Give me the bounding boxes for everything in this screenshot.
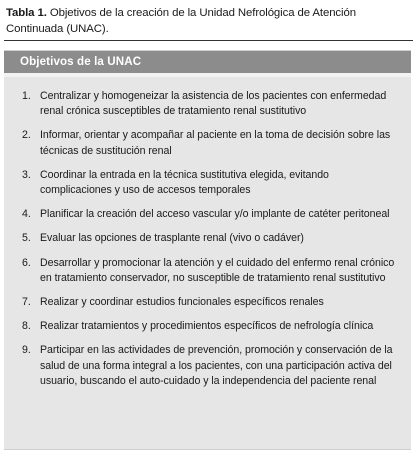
list-item (4, 89, 411, 119)
objective-text: Desarrollar y promocionar la atención y el cuidado del enfermo renal crónico en tratamiento conservador, no susceptible de tratamiento renal sustitutivo (40, 256, 395, 284)
list-item (4, 319, 411, 334)
table-header (4, 51, 411, 73)
objective-number: 1. (22, 90, 31, 102)
caption-text: Objetivos de la creación de la Unidad Nefrológica de Atención Continuada (UNAC). (6, 7, 356, 35)
list-item (4, 168, 411, 198)
objective-list (4, 89, 411, 398)
objective-text: Realizar y coordinar estudios funcionales específicos renales (40, 296, 324, 309)
objective-text: Centralizar y homogeneizar la asistencia de los pacientes con enfermedad renal crónica susceptibles de tratamiento renal sustitutivo (40, 90, 387, 118)
objective-number: 2. (22, 129, 31, 142)
list-item (4, 128, 411, 158)
caption-divider (4, 40, 413, 41)
objective-text: Realizar tratamientos y procedimientos específicos de nefrología clínica (40, 320, 374, 333)
list-item (4, 295, 411, 310)
list-item (4, 231, 411, 246)
objective-text: Coordinar la entrada en la técnica sustitutiva elegida, evitando complicaciones y uso de accesos temporales (40, 168, 329, 197)
objective-number: 8. (22, 320, 31, 333)
objective-number: 6. (22, 256, 31, 269)
table-caption (6, 5, 410, 37)
caption-label: Tabla 1. (6, 7, 47, 19)
objectives-table (4, 50, 411, 450)
list-item (4, 343, 411, 389)
objective-text: Evaluar las opciones de trasplante renal (vivo o cadáver) (40, 232, 304, 245)
header-divider (4, 73, 411, 77)
objective-number: 4. (22, 208, 31, 221)
objective-text: Planificar la creación del acceso vascular y/o implante de catéter peritoneal (40, 208, 390, 221)
objective-number: 5. (22, 232, 31, 245)
objective-number: 7. (22, 296, 31, 309)
list-item (4, 207, 411, 222)
table-header-title: Objetivos de la UNAC (20, 55, 142, 68)
objective-text: Informar, orientar y acompañar al paciente en la toma de decisión sobre las técnicas de sustitución renal (40, 129, 391, 157)
list-item (4, 256, 411, 286)
objective-number: 3. (22, 168, 31, 181)
objective-number: 9. (22, 344, 31, 357)
objective-text: Participar en las actividades de prevención, promoción y conservación de la salud de una forma integral a los pacientes, con una participación activa del usuario, buscando el auto-cuidado y la independencia del paciente renal (40, 344, 393, 387)
